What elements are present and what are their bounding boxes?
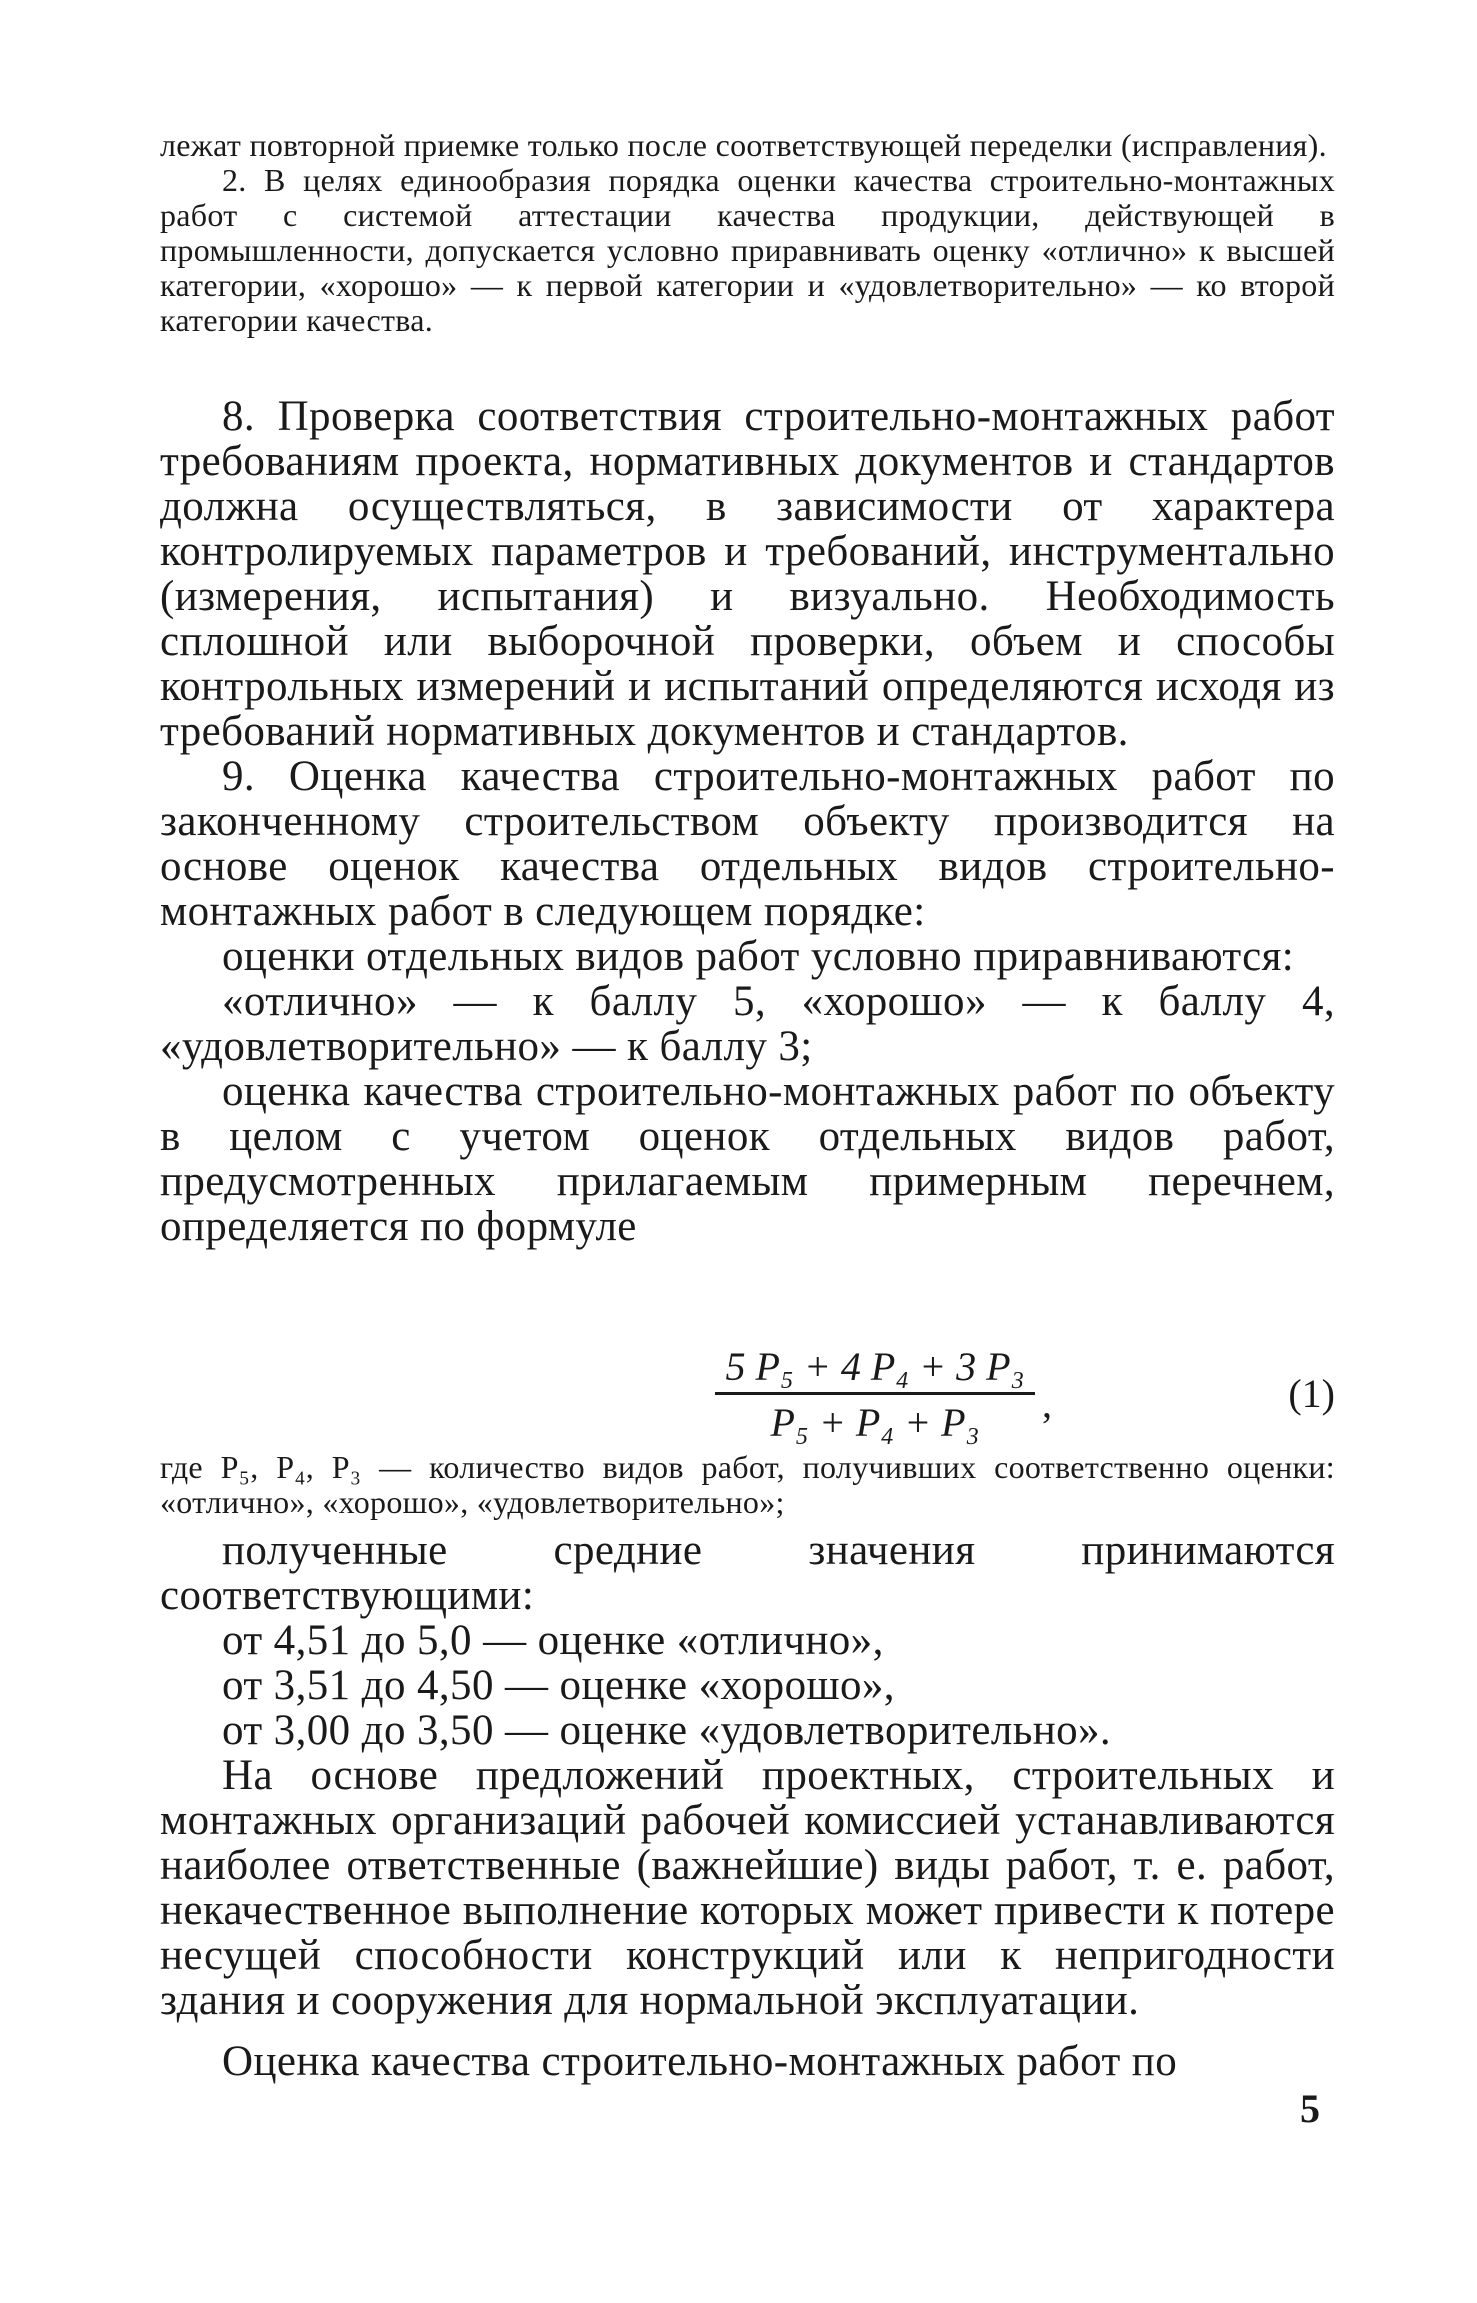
formula-numerator: 5 P₅ + 4 P₄ + 3 P₃: [715, 1342, 1035, 1395]
formula-denominator: P₅ + P₄ + P₃: [770, 1400, 980, 1445]
average-intro: полученные средние значения принимаются соответствующими:: [160, 1527, 1335, 1619]
note-block: [160, 128, 1335, 338]
proposals-paragraph: На основе предложений проектных, строительных и монтажных организаций рабочей комиссией устанавливаются наиболее ответственные (важнейшие) виды работ, т. е. работ, некачественное выполнение которых может привести к потере несущей способности конструкций или к непригодности здания и сооружения для нормальной эксплуатации.: [160, 1752, 1335, 2024]
note-2: 2. В целях единообразия порядка оценки качества строительно-монтажных работ с системой аттестации качества продукции, действующей в промышленности, допускается условно приравнивать оценку «отлично» к высшей категории, «хорошо» — к первой категории и «удовлетворительно» — ко второй категории качества.: [160, 162, 1335, 338]
formula-where-block: [160, 1450, 1335, 1520]
range-satisfactory: от 3,00 до 3,50 — оценке «удовлетворительно».: [222, 1707, 1112, 1754]
item-9: 9. Оценка качества строительно-монтажных работ по законченному строительством объекту производится на основе оценок качества отдельных видов строительно-монтажных работ в следующем порядке:: [160, 753, 1335, 935]
formula-comma: ,: [1042, 1381, 1052, 1426]
range-excellent: от 4,51 до 5,0 — оценке «отлично»,: [222, 1617, 884, 1664]
formula-1: [160, 1342, 1335, 1445]
formula-number: (1): [1288, 1371, 1335, 1416]
item-9-b: «отлично» — к баллу 5, «хорошо» — к баллу 4, «удовлетворительно» — к баллу 3;: [160, 978, 1335, 1070]
item-9-a: оценки отдельных видов работ условно приравниваются:: [222, 933, 1295, 980]
paragraph-continuation: лежат повторной приемке только после соответствующей переделки (исправления).: [160, 127, 1327, 163]
formula-fraction: [715, 1342, 1035, 1447]
item-9-c: оценка качества строительно-монтажных работ по объекту в целом с учетом оценок отдельных видов работ, предусмотренных прилагаемым примерным перечнем, определяется по формуле: [160, 1068, 1335, 1250]
main-text-block: [160, 394, 1335, 1249]
range-good: от 3,51 до 4,50 — оценке «хорошо»,: [222, 1662, 895, 1709]
last-line: Оценка качества строительно-монтажных работ по: [222, 2038, 1178, 2085]
formula-where: где P₅, P₄, P₃ — количество видов работ, получивших соответственно оценки: «отлично», «хорошо», «удовлетворительно»;: [160, 1449, 1335, 1520]
item-8: 8. Проверка соответствия строительно-монтажных работ требованиям проекта, нормативных документов и стандартов должна осуществляться, в зависимости от характера контролируемых параметров и требований, инструментально (измерения, испытания) и визуально. Необходимость сплошной или выборочной проверки, объем и способы контрольных измерений и испытаний определяются исходя из требований нормативных документов и стандартов.: [160, 393, 1335, 755]
lower-text-block: [160, 1528, 1335, 2084]
page-number: 5: [1300, 2086, 1320, 2131]
